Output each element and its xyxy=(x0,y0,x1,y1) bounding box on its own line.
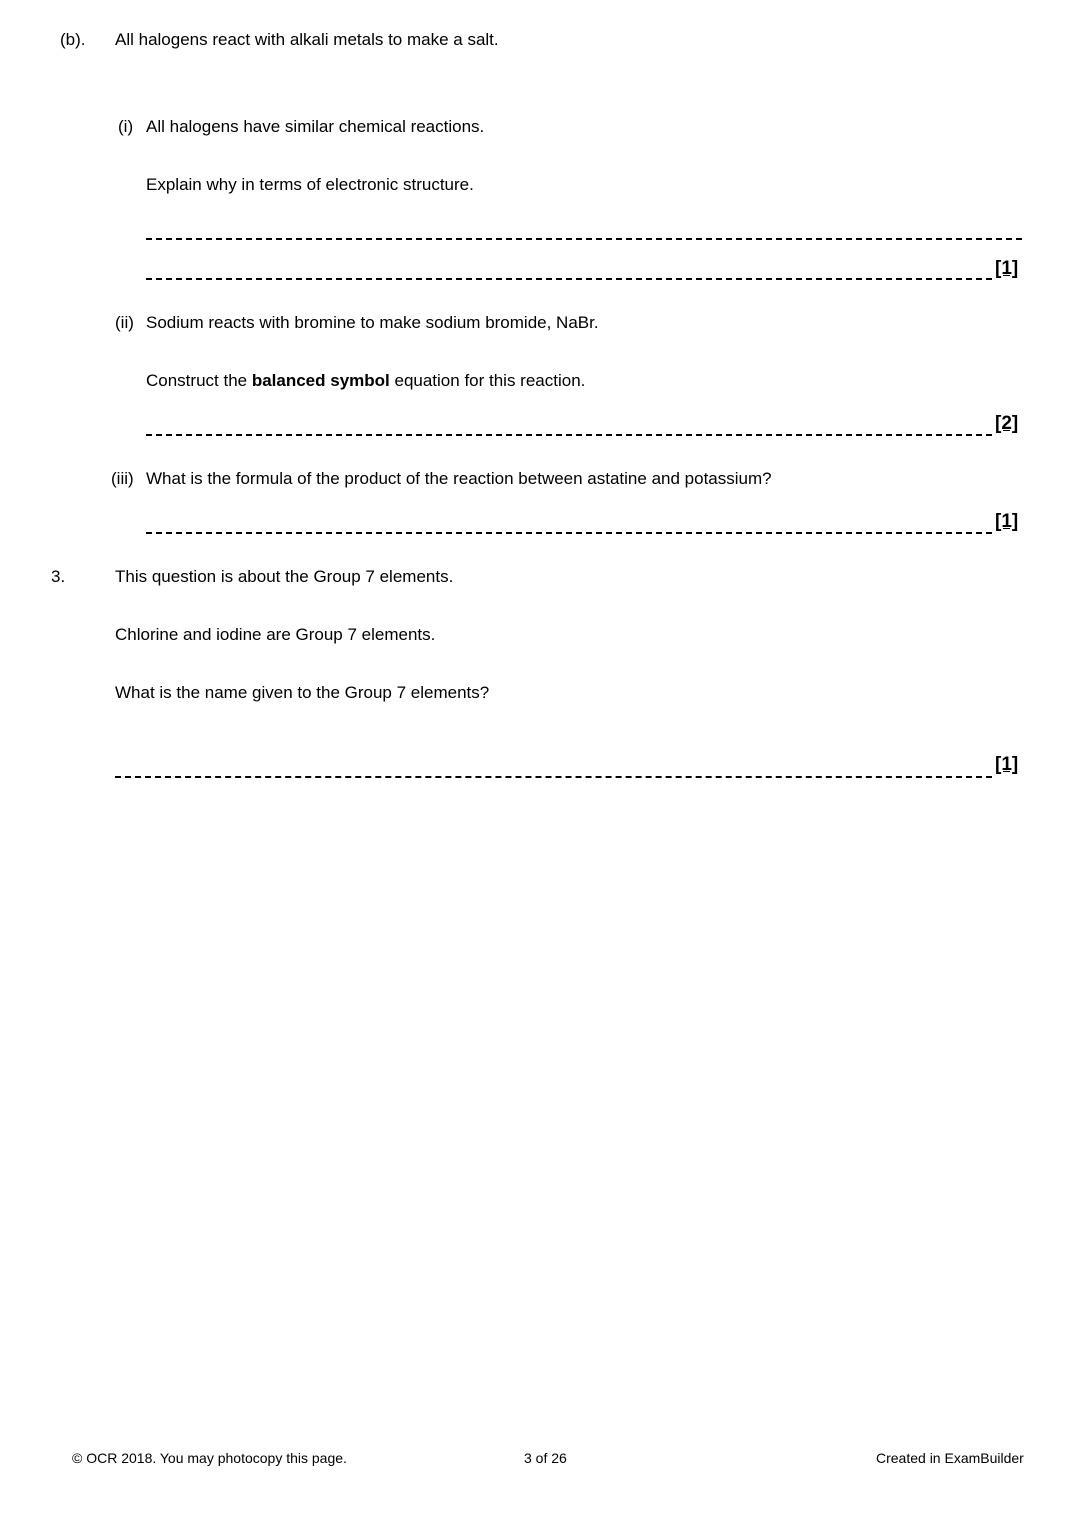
part-b-stem: All halogens react with alkali metals to make a salt. xyxy=(115,30,499,49)
sub-ii-label: (ii) xyxy=(115,313,134,332)
marks-ii: [2] xyxy=(995,413,1019,434)
answer-line-i-1[interactable] xyxy=(146,238,1022,240)
sub-ii-instruction-bold: balanced symbol xyxy=(251,371,390,390)
part-b-label: (b). xyxy=(60,30,86,49)
sub-iii-question: What is the formula of the product of the reaction between astatine and potassium? xyxy=(146,469,772,488)
question-3-intro: This question is about the Group 7 elements. xyxy=(115,567,454,586)
footer-page-number: 3 of 26 xyxy=(524,1450,567,1466)
sub-i-instruction: Explain why in terms of electronic structure. xyxy=(146,175,474,194)
question-3-question: What is the name given to the Group 7 elements? xyxy=(115,683,490,702)
answer-line-iii[interactable] xyxy=(146,532,992,534)
sub-ii-statement: Sodium reacts with bromine to make sodium bromide, NaBr. xyxy=(146,313,599,332)
sub-ii-instruction: Construct the balanced symbol equation for this reaction. xyxy=(146,371,586,390)
sub-i-statement: All halogens have similar chemical reactions. xyxy=(146,117,485,136)
answer-line-ii[interactable] xyxy=(146,434,992,436)
marks-iii: [1] xyxy=(995,511,1019,532)
footer-credit: Created in ExamBuilder xyxy=(876,1450,1024,1466)
answer-line-i-2[interactable] xyxy=(146,278,992,280)
footer-copyright: © OCR 2018. You may photocopy this page. xyxy=(72,1450,347,1466)
question-3-number: 3. xyxy=(51,567,66,586)
sub-i-label: (i) xyxy=(118,117,134,136)
question-3-context: Chlorine and iodine are Group 7 elements. xyxy=(115,625,436,644)
sub-iii-label: (iii) xyxy=(111,469,134,488)
marks-3: [1] xyxy=(995,754,1019,775)
answer-line-3[interactable] xyxy=(115,776,992,778)
marks-i: [1] xyxy=(995,258,1019,279)
